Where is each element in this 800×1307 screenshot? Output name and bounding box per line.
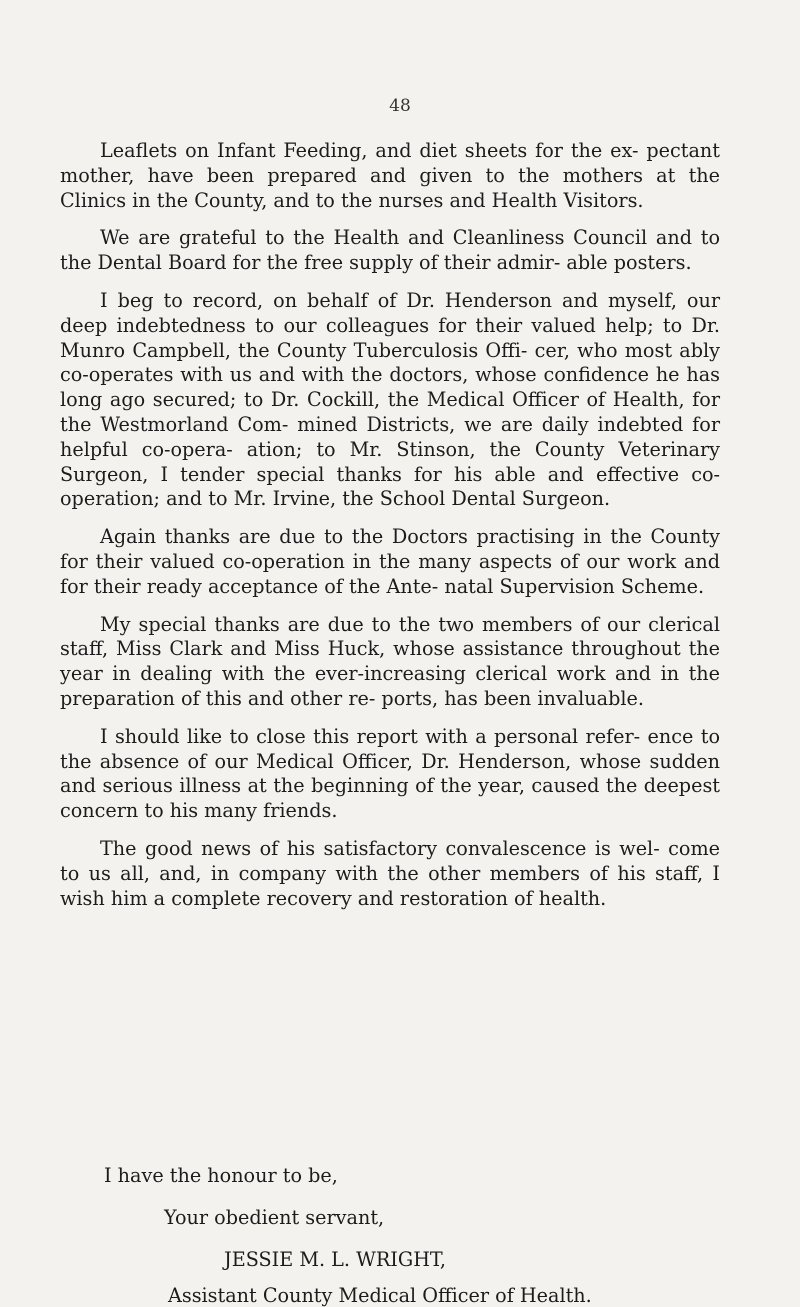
closing-honour-line: I have the honour to be, [104,1164,338,1187]
signature-title: Assistant County Medical Officer of Health. [168,1284,592,1307]
paragraph-acknowledgements: I beg to record, on behalf of Dr. Henderson and myself, our deep indebtedness to our colleagues for their valued help; to Dr. Munro Campbell, the County Tuberculosis Offi- cer, who most ably co-operates with us and with the doctors, whose confidence he has long ago secured; to Dr. Cockill, the Medical Officer of Health, for the Westmorland Com- mined Districts, we are daily indebted for helpful co-opera- ation; to Mr. Stinson, the County Veterinary Surgeon, I tender special thanks for his able and effective co-operation; and to Mr. Irvine, the School Dental Surgeon. [60,288,720,511]
paragraph-personal-reference: I should like to close this report with a personal refer- ence to the absence of our Medical Officer, Dr. Henderson, whose sudden and serious illness at the beginning of the year, caused the deepest concern to his many friends. [60,724,720,823]
paragraph-posters: We are grateful to the Health and Cleanliness Council and to the Dental Board for the free supply of their admir- able posters. [60,226,720,275]
paragraph-clerical-staff: My special thanks are due to the two members of our clerical staff, Miss Clark and Miss Huck, whose assistance throughout the year in dealing with the ever-increasing clerical work and in the preparation of this and other re- ports, has been invaluable. [60,612,720,710]
signature-name: JESSIE M. L. WRIGHT, [224,1248,447,1271]
report-body [60,139,720,924]
closing-servant-line: Your obedient servant, [164,1206,385,1229]
paragraph-convalescence: The good news of his satisfactory convalescence is wel- come to us all, and, in company with the other members of his staff, I wish him a complete recovery and restoration of health. [60,836,720,910]
paragraph-leaflets: Leaflets on Infant Feeding, and diet sheets for the ex- pectant mother, have been prepared and given to the mothers at the Clinics in the County, and to the nurses and Health Visitors. [60,139,720,212]
paragraph-doctors-thanks: Again thanks are due to the Doctors practising in the County for their valued co-operation in the many aspects of our work and for their ready acceptance of the Ante- natal Supervision Scheme. [60,525,720,598]
page-number: 48 [389,96,411,116]
